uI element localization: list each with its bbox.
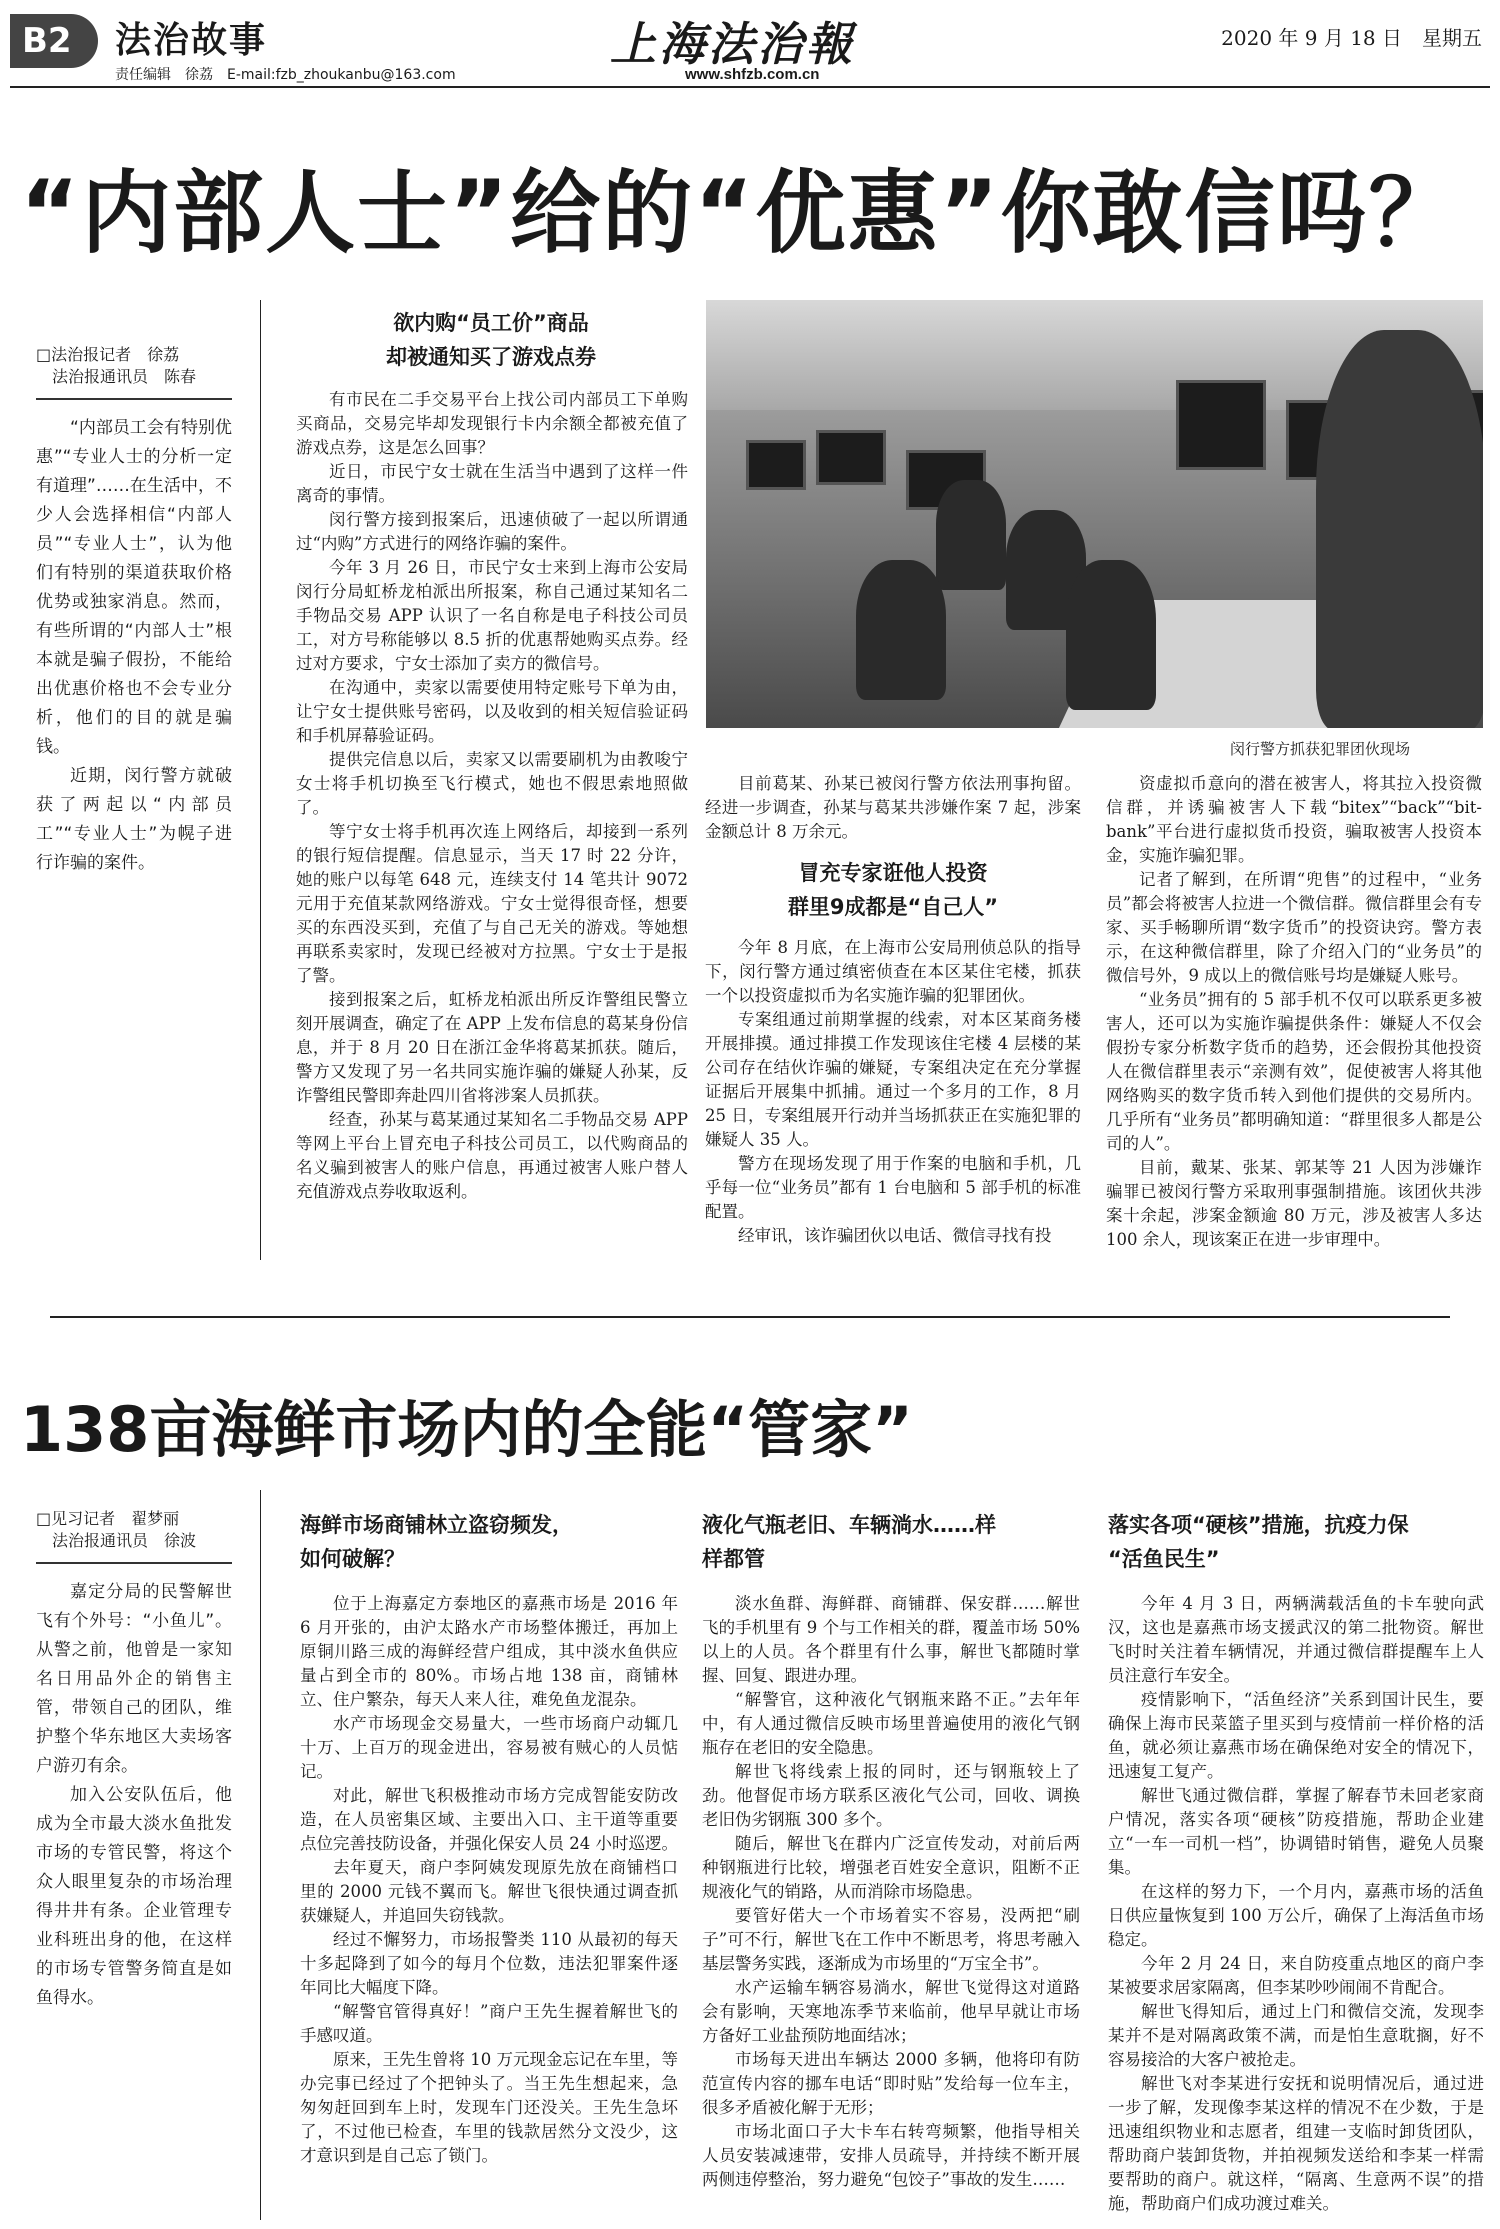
paragraph: 目前葛某、孙某已被闵行警方依法刑事拘留。经进一步调查，孙某与葛某共涉嫌作案 7 起，涉案金额总计 8 万余元。	[705, 774, 1081, 841]
paragraph: 要管好偌大一个市场着实不容易，没两把“刷子”可不行，解世飞在工作中不断思考，将思考融入基层警务实践，逐渐成为市场里的“万宝全书”。	[702, 1906, 1080, 1973]
paragraph: 目前，戴某、张某、郭某等 21 人因为涉嫌诈骗罪已被闵行警方采取刑事强制措施。该团伙共涉案十余起，涉案金额逾 80 万元，涉及被害人多达 100 余人，现该案正在进一步审理中。	[1106, 1158, 1482, 1249]
paragraph: 对此，解世飞积极推动市场方完成智能安防改造，在人员密集区域、主要出入口、主干道等重要点位完善技防设备，并强化保安人员 24 小时巡逻。	[300, 1786, 678, 1853]
newspaper-logo: 上海法治報	[610, 17, 855, 71]
story2-lead	[36, 1562, 232, 2013]
subhead-line: 欲内购“员工价”商品	[393, 311, 589, 335]
paragraph: “业务员”拥有的 5 部手机不仅可以联系更多被害人，还可以为实施诈骗提供条件：嫌疑人不仅会假扮专家分析数字货币的趋势，还会假扮其他投资人在微信群里表示“亲测有效”，促使被害人将其他网络购买的数字货币转入到他们提供的交易所内。几乎所有“业务员”都明确知道：“群里很多人都是公司的人”。	[1106, 990, 1482, 1153]
paragraph: 资虚拟币意向的潜在被害人，将其拉入投资微信群，并诱骗被害人下载“bitex”“back”“bit-bank”平台进行虚拟货币投资，骗取被害人投资本金，实施诈骗犯罪。	[1106, 774, 1482, 865]
subhead-line: 冒充专家诳他人投资	[798, 861, 988, 885]
paragraph: 记者了解到，在所谓“兜售”的过程中，“业务员”都会将被害人拉进一个微信群。微信群里会有专家、买手畅聊所谓“数字货币”的投资诀窍。警方表示，在这种微信群里，除了介绍入门的“业务员”的微信号外，9 成以上的微信账号均是嫌疑人账号。	[1106, 870, 1482, 985]
website-url: www.shfzb.com.cn	[685, 66, 820, 83]
paragraph: 经过不懈努力，市场报警类 110 从最初的每天十多起降到了如今的每月个位数，违法犯罪案件逐年同比大幅度下降。	[300, 1930, 678, 1997]
paragraph: 经审讯，该诈骗团伙以电话、微信寻找有投	[738, 1226, 1052, 1245]
story2-subhead-1	[300, 1508, 680, 1576]
story1-column-2a	[705, 772, 1081, 844]
paragraph: 闵行警方接到报案后，迅速侦破了一起以所谓通过“内购”方式进行的网络诈骗的案件。	[296, 510, 688, 553]
story1-subhead-2	[705, 856, 1081, 924]
byline-line: 法治报通讯员 徐波	[36, 1531, 197, 1550]
lead-paragraph: 加入公安队伍后，他成为全市最大淡水鱼批发市场的专管民警，将这个众人眼里复杂的市场治理得井井有条。企业管理专业科班出身的他，在这样的市场专管警务简直是如鱼得水。	[36, 1785, 232, 2008]
paragraph: 近日，市民宁女士就在生活当中遇到了这样一件离奇的事情。	[296, 462, 688, 505]
story2-subhead-2	[702, 1508, 1082, 1576]
paragraph: 警方在现场发现了用于作案的电脑和手机，几乎每一位“业务员”都有 1 台电脑和 5 部手机的标准配置。	[705, 1154, 1081, 1221]
paragraph: 市场每天进出车辆达 2000 多辆，他将印有防范宣传内容的挪车电话“即时贴”发给每一位车主，很多矛盾被化解于无形；	[702, 2050, 1080, 2117]
paragraph: 解世飞对李某进行安抚和说明情况后，通过进一步了解，发现像李某这样的情况不在少数，于是迅速组织物业和志愿者，组建一支临时卸货团队，帮助商户装卸货物，并拍视频发送给和李某一样需要帮助的商户。就这样，“隔离、生意两不误”的措施，帮助商户们成功渡过难关。	[1108, 2074, 1484, 2213]
column-rule	[260, 300, 261, 1260]
masthead	[10, 8, 1490, 88]
paragraph: 接到报案之后，虹桥龙柏派出所反诈警组民警立刻开展调查，确定了在 APP 上发布信息的葛某身份信息，并于 8 月 20 日在浙江金华将葛某抓获。随后，警方又发现了另一名共同实施诈骗的嫌疑人孙某，反诈警组民警即奔赴四川省将涉案人员抓获。	[296, 990, 688, 1105]
story2-column-1	[300, 1592, 678, 2222]
photo-caption: 闵行警方抓获犯罪团伙现场	[1230, 740, 1411, 758]
column-rule	[260, 1490, 261, 2220]
subhead-line: 却被通知买了游戏点券	[386, 345, 596, 369]
paragraph: 今年 3 月 26 日，市民宁女士来到上海市公安局闵行分局虹桥龙柏派出所报案，称自己通过某知名二手物品交易 APP 认识了一名自称是电子科技公司员工，对方号称能够以 8.5 折的优惠帮她购买点券。经过对方要求，宁女士添加了卖方的微信号。	[296, 558, 688, 673]
story1-subhead-1	[296, 306, 686, 374]
arrest-scene-photo	[706, 300, 1483, 728]
paragraph: 水产运输车辆容易淌水，解世飞觉得这对道路会有影响，天寒地冻季节来临前，他早早就让市场方备好工业盐预防地面结冰；	[702, 1978, 1080, 2045]
lead-paragraph: 嘉定分局的民警解世飞有个外号：“小鱼儿”。从警之前，他曾是一家知名日用品外企的销售主管，带领自己的团队，维护整个华东地区大卖场客户游刃有余。	[36, 1582, 232, 1776]
story2-column-3	[1108, 1592, 1484, 2222]
lead-paragraph: 近期，闵行警方就破获了两起以“内部员工”“专业人士”为幌子进行诈骗的案件。	[36, 766, 232, 873]
paragraph: “解警官，这种液化气钢瓶来路不正。”去年年中，有人通过微信反映市场里普遍使用的液化气钢瓶存在老旧的安全隐患。	[702, 1690, 1080, 1757]
paragraph: “解警官管得真好！”商户王先生握着解世飞的手感叹道。	[300, 2002, 678, 2045]
paragraph: 有市民在二手交易平台上找公司内部员工下单购买商品，交易完毕却发现银行卡内余额全都被充值了游戏点券，这是怎么回事？	[296, 390, 688, 457]
paragraph: 位于上海嘉定方泰地区的嘉燕市场是 2016 年 6 月开张的，由沪太路水产市场整体搬迁，再加上原铜川路三成的海鲜经营户组成，其中淡水鱼供应量占到全市的 80%。市场占地 138 亩，商铺林立、住户繁杂，每天人来人往，难免鱼龙混杂。	[300, 1594, 678, 1709]
paragraph: 淡水鱼群、海鲜群、商铺群、保安群……解世飞的手机里有 9 个与工作相关的群，覆盖市场 50%以上的人员。各个群里有什么事，解世飞都随时掌握、回复、跟进办理。	[702, 1594, 1080, 1685]
page-code-badge: B2	[10, 14, 98, 68]
subhead-line: 液化气瓶老旧、车辆淌水……样	[702, 1513, 996, 1537]
story1-column-3	[1106, 772, 1482, 1268]
paragraph: 经查，孙某与葛某通过某知名二手物品交易 APP 等网上平台上冒充电子科技公司员工，以代购商品的名义骗到被害人的账户信息，再通过被害人账户替人充值游戏点券收取返利。	[296, 1110, 688, 1201]
lead-paragraph: “内部员工会有特别优惠”“专业人士的分析一定有道理”……在生活中，不少人会选择相信“内部人员”“专业人士”，认为他们有特别的渠道获取价格优势或独家消息。然而，有些所谓的“内部人士”根本就是骗子假扮，不能给出优惠价格也不会专业分析，他们的目的就是骗钱。	[36, 418, 232, 757]
story1-lead	[36, 398, 232, 878]
byline-line: □法治报记者 徐荔	[36, 345, 180, 364]
subhead-line: 如何破解？	[300, 1547, 405, 1571]
paragraph: 今年 2 月 24 日，来自防疫重点地区的商户李某被要求居家隔离，但李某吵吵闹闹不肯配合。	[1108, 1954, 1484, 1997]
paragraph: 解世飞通过微信群，掌握了解春节未回老家商户情况，落实各项“硬核”防疫措施，帮助企业建立“一车一司机一档”，协调错时销售，避免人员聚集。	[1108, 1786, 1484, 1877]
subhead-line: 样都管	[702, 1547, 765, 1571]
paragraph: 随后，解世飞在群内广泛宣传发动，对前后两种钢瓶进行比较，增强老百姓安全意识，阻断不正规液化气的销路，从而消除市场隐患。	[702, 1834, 1080, 1901]
story1-column-2b	[705, 936, 1081, 1268]
story2-subhead-3	[1108, 1508, 1488, 1576]
issue-date: 2020 年 9 月 18 日 星期五	[1221, 26, 1482, 50]
story1-headline: “内部人士”给的“优惠”你敢信吗？	[20, 161, 1461, 266]
paragraph: 等宁女士将手机再次连上网络后，却接到一系列的银行短信提醒。信息显示，当天 17 时 22 分许，她的账户以每笔 648 元，连续支付 14 笔共计 9072 元用于充值某款网络游戏。宁女士觉得很奇怪，想要买的东西没买到，充值了与自己无关的游戏。等她想再联系卖家时，发现已经被对方拉黑。宁女士于是报了警。	[296, 822, 688, 985]
paragraph: 水产市场现金交易量大，一些市场商户动辄几十万、上百万的现金进出，容易被有贼心的人员惦记。	[300, 1714, 678, 1781]
subhead-line: 落实各项“硬核”措施，抗疫力保	[1108, 1513, 1409, 1537]
paragraph: 原来，王先生曾将 10 万元现金忘记在车里，等办完事已经过了个把钟头了。当王先生想起来，急匆匆赶回到车上时，发现车门还没关。王先生急坏了，不过他已检查，车里的钱款居然分文没少，这才意识到是自己忘了锁门。	[300, 2050, 678, 2165]
editor-credit: 责任编辑 徐荔 E-mail:fzb_zhoukanbu@163.com	[115, 67, 456, 83]
paragraph: 在沟通中，卖家以需要使用特定账号下单为由，让宁女士提供账号密码，以及收到的相关短信验证码和手机屏幕验证码。	[296, 678, 688, 745]
subhead-line: “活鱼民生”	[1108, 1547, 1220, 1571]
paragraph: 今年 8 月底，在上海市公安局刑侦总队的指导下，闵行警方通过缜密侦查在本区某住宅楼，抓获一个以投资虚拟币为名实施诈骗的犯罪团伙。	[705, 938, 1081, 1005]
byline-line: □见习记者 翟梦丽	[36, 1509, 180, 1528]
story2-byline	[36, 1508, 196, 1552]
paragraph: 今年 4 月 3 日，两辆满载活鱼的卡车驶向武汉，这也是嘉燕市场支援武汉的第二批物资。解世飞时时关注着车辆情况，并通过微信群提醒车上人员注意行车安全。	[1108, 1594, 1484, 1685]
paragraph: 专案组通过前期掌握的线索，对本区某商务楼开展排摸。通过排摸工作发现该住宅楼 4 层楼的某公司存在结伙诈骗的嫌疑，专案组决定在充分掌握证据后开展集中抓捕。通过一个多月的工作，8 月 25 日，专案组展开行动并当场抓获正在实施犯罪的嫌疑人 35 人。	[705, 1010, 1081, 1149]
story2-column-2	[702, 1592, 1080, 2222]
story1-byline	[36, 344, 196, 388]
story1-column-1	[296, 388, 688, 1268]
paragraph: 去年夏天，商户李阿姨发现原先放在商铺档口里的 2000 元钱不翼而飞。解世飞很快通过调查抓获嫌疑人，并追回失窃钱款。	[300, 1858, 678, 1925]
paragraph: 提供完信息以后，卖家又以需要刷机为由教唆宁女士将手机切换至飞行模式，她也不假思索地照做了。	[296, 750, 688, 817]
section-name: 法治故事	[115, 20, 268, 61]
paragraph: 在这样的努力下，一个月内，嘉燕市场的活鱼日供应量恢复到 100 万公斤，确保了上海活鱼市场稳定。	[1108, 1882, 1484, 1949]
byline-line: 法治报通讯员 陈春	[36, 367, 197, 386]
paragraph: 市场北面口子大卡车右转弯频繁，他指导相关人员安装减速带，安排人员疏导，并持续不断开展两侧违停整治，努力避免“包饺子”事故的发生……	[702, 2122, 1080, 2189]
subhead-line: 群里9成都是“自己人”	[787, 895, 999, 919]
paragraph: 解世飞将线索上报的同时，还与钢瓶较上了劲。他督促市场方联系区液化气公司，回收、调换老旧伪劣钢瓶 300 多个。	[702, 1762, 1080, 1829]
story-divider	[50, 1316, 1450, 1318]
paragraph: 疫情影响下，“活鱼经济”关系到国计民生，要确保上海市民菜篮子里买到与疫情前一样价格的活鱼，就必须让嘉燕市场在确保绝对安全的情况下，迅速复工复产。	[1108, 1690, 1484, 1781]
subhead-line: 海鲜市场商铺林立盗窃频发，	[300, 1513, 573, 1537]
story2-headline: 138亩海鲜市场内的全能“管家”	[20, 1393, 913, 1466]
paragraph: 解世飞得知后，通过上门和微信交流，发现李某并不是对隔离政策不满，而是怕生意耽搁，好不容易接洽的大客户被抢走。	[1108, 2002, 1484, 2069]
